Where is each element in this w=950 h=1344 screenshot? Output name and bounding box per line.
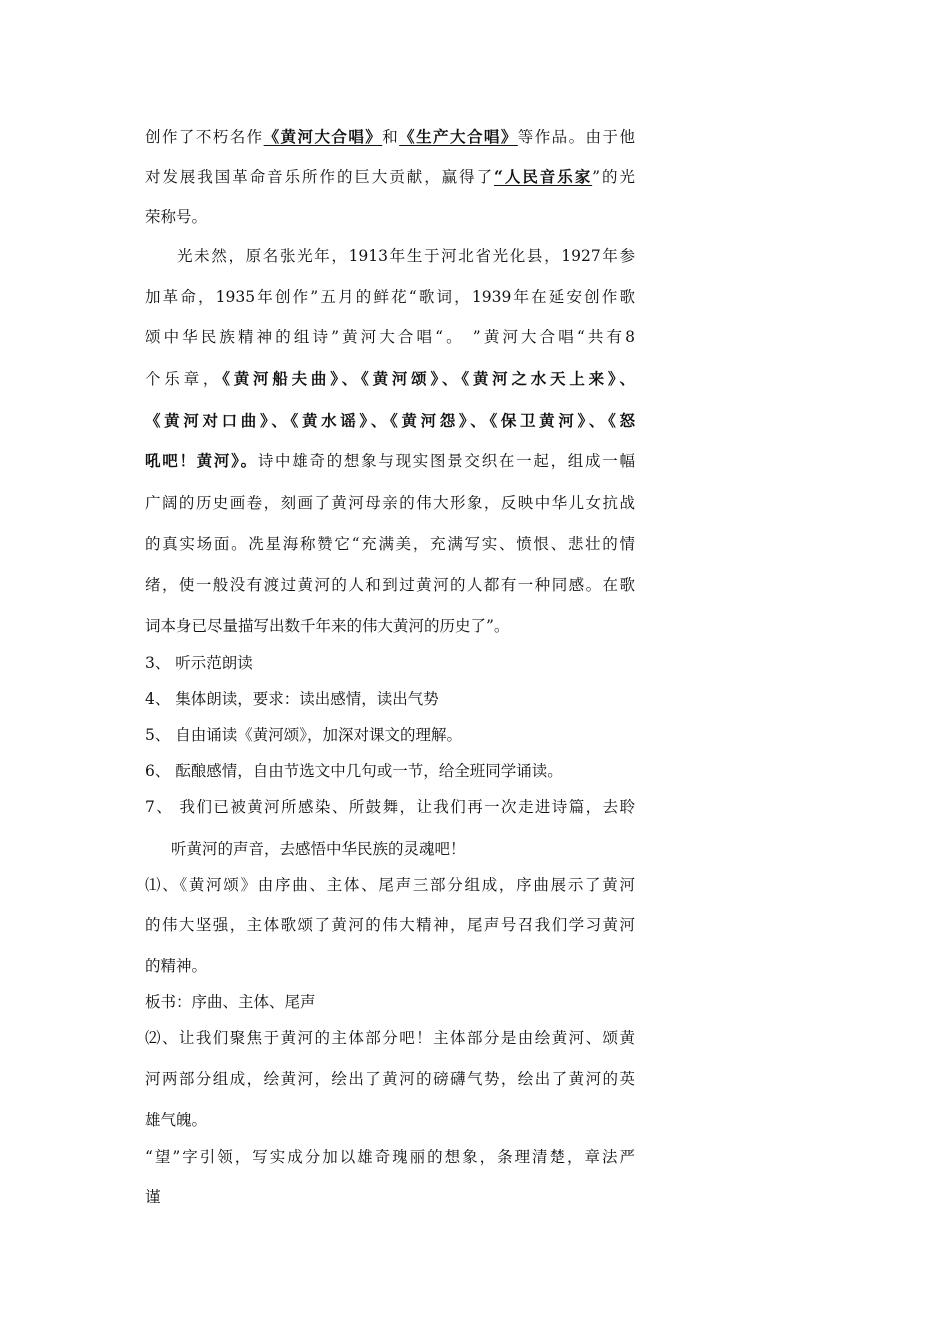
board-notes: 板书：序曲、主体、尾声: [145, 993, 316, 1011]
paragraph-line: ⑵、让我们聚焦于黄河的主体部分吧！主体部分是由绘黄河、颂黄: [145, 1029, 635, 1047]
movement-list: 吼吧！黄河》。: [145, 451, 258, 470]
paragraph-line: 荣称号。: [145, 208, 208, 226]
text: ”的光: [592, 168, 635, 186]
step-item: 4、 集体朗读，要求：读出感情，读出气势: [145, 690, 439, 708]
paragraph-line: 颂中华民族精神的组诗”黄河大合唱“。 ”黄河大合唱“共有8: [145, 328, 635, 346]
step-item: 6、 酝酿感情，自由节选文中几句或一节，给全班同学诵读。: [145, 762, 563, 780]
paragraph-line: ⑴、《黄河颂》由序曲、主体、尾声三部分组成，序曲展示了黄河: [145, 876, 635, 894]
text: 和: [382, 128, 400, 146]
work-title: 《黄河大合唱》: [263, 127, 383, 146]
paragraph-line: 广阔的历史画卷，刻画了黄河母亲的伟大形象，反映中华儿女抗战: [145, 494, 635, 512]
step-item: 5、 自由诵读《黄河颂》，加深对课文的理解。: [145, 726, 463, 744]
text: 对发展我国革命音乐所作的巨大贡献，赢得了: [145, 168, 495, 186]
text: 等作品。由于他: [517, 128, 635, 146]
paragraph-line: [145, 451, 635, 471]
movement-list: 《黄河船夫曲》、《黄河颂》、《黄河之水天上来》、: [222, 369, 635, 388]
text: 创作了不朽名作: [145, 128, 264, 146]
work-title: 《生产大合唱》: [399, 127, 518, 146]
paragraph-line: 河两部分组成，绘黄河，绘出了黄河的磅礴气势，绘出了黄河的英: [145, 1070, 635, 1088]
paragraph-line: 的真实场面。冼星海称赞它“充满美，充满写实、愤恨、悲壮的情: [145, 535, 635, 553]
paragraph-line: “望”字引领，写实成分加以雄奇瑰丽的想象，条理清楚，章法严: [145, 1148, 635, 1166]
step-item: 3、 听示范朗读: [145, 654, 253, 672]
step-item: 7、 我们已被黄河所感染、所鼓舞，让我们再一次走进诗篇，去聆: [145, 798, 635, 816]
honorary-title: “人民音乐家: [494, 167, 593, 186]
paragraph-line: 光未然，原名张光年，1913年生于河北省光化县，1927年参: [177, 247, 635, 265]
paragraph-line: 加革命，1935年创作”五月的鲜花“歌词，1939年在延安创作歌: [145, 288, 635, 306]
paragraph-line: 绪，使一般没有渡过黄河的人和到过黄河的人都有一种同感。在歌: [145, 576, 635, 594]
paragraph-line: [145, 127, 635, 147]
paragraph-line: 谨: [145, 1188, 161, 1206]
paragraph-line: 雄气魄。: [145, 1111, 208, 1129]
text: 个乐章，: [145, 370, 223, 388]
movement-list-line: 《黄河对口曲》、《黄水谣》、《黄河怨》、《保卫黄河》、《怒: [145, 411, 635, 430]
step-continuation: 听黄河的声音，去感悟中华民族的灵魂吧！: [171, 840, 466, 858]
paragraph-line: [145, 369, 635, 389]
text: 诗中雄奇的想象与现实图景交织在一起，组成一幅: [257, 452, 635, 470]
paragraph-line: 的精神。: [145, 957, 208, 975]
paragraph-line: 词本身已尽量描写出数千年来的伟大黄河的历史了”。: [145, 617, 510, 635]
paragraph-line: 的伟大坚强，主体歌颂了黄河的伟大精神，尾声号召我们学习黄河: [145, 916, 635, 934]
paragraph-line: [145, 167, 635, 187]
